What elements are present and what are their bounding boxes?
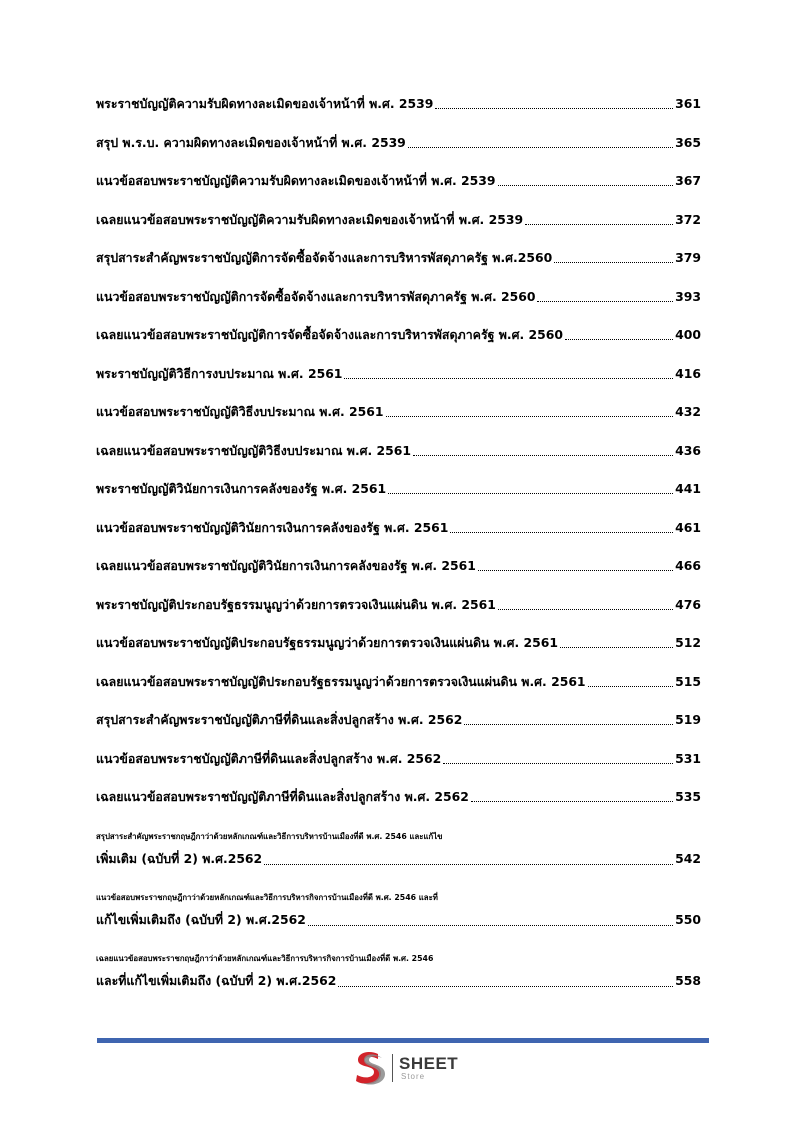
toc-entry-page: 512 bbox=[675, 635, 701, 650]
toc-entry bbox=[96, 210, 701, 230]
toc-entry-title: สรุปสาระสำคัญพระราชกฤษฎีกาว่าด้วยหลักเกณฑ์และวิธีการบริหารบ้านเมืองที่ดี พ.ศ. 2546 และแก้ไข bbox=[96, 831, 443, 841]
toc-entry-page: 365 bbox=[675, 134, 701, 150]
toc-entry bbox=[96, 325, 701, 345]
toc-entry bbox=[96, 787, 701, 807]
logo-text: SHEET bbox=[399, 1054, 459, 1073]
toc-entry-title-line2: เพิ่มเติม (ฉบับที่ 2) พ.ศ.2562 bbox=[96, 850, 263, 866]
toc-entry-title: เฉลยแนวข้อสอบพระราชบัญญัติภาษีที่ดินและสิ่งปลูกสร้าง พ.ศ. 2562 bbox=[96, 789, 469, 804]
toc-entry bbox=[96, 556, 701, 576]
toc-entry-title-line2: แก้ไขเพิ่มเติมถึง (ฉบับที่ 2) พ.ศ.2562 bbox=[96, 911, 306, 927]
logo-separator bbox=[392, 1054, 393, 1082]
toc-leader-dots bbox=[498, 185, 674, 186]
toc-entry-title: แนวข้อสอบพระราชบัญญัติความรับผิดทางละเมิดของเจ้าหน้าที่ พ.ศ. 2539 bbox=[96, 173, 496, 188]
toc-entry-page: 558 bbox=[675, 972, 701, 988]
toc-leader-dots bbox=[388, 493, 673, 494]
toc-entry-title-continued bbox=[96, 848, 701, 870]
toc-entry-title: แนวข้อสอบพระราชบัญญัติภาษีที่ดินและสิ่งปลูกสร้าง พ.ศ. 2562 bbox=[96, 750, 442, 766]
toc-leader-dots bbox=[408, 147, 673, 148]
toc-entry bbox=[96, 94, 701, 114]
toc-entry-title: สรุปสาระสำคัญพระราชบัญญัติภาษีที่ดินและสิ่งปลูกสร้าง พ.ศ. 2562 bbox=[96, 712, 463, 727]
toc-leader-dots bbox=[435, 108, 673, 109]
toc-leader-dots bbox=[525, 224, 673, 225]
toc-entry-page: 441 bbox=[675, 481, 701, 496]
toc-entry-page: 432 bbox=[675, 404, 701, 419]
toc-entry bbox=[96, 287, 701, 307]
toc-entry bbox=[96, 595, 701, 615]
toc-entry-title: เฉลยแนวข้อสอบพระราชบัญญัติวิธีงบประมาณ พ.ศ. 2561 bbox=[96, 442, 412, 458]
toc-entry-title: แนวข้อสอบพระราชกฤษฎีกาว่าด้วยหลักเกณฑ์และวิธีการบริหารกิจการบ้านเมืองที่ดี พ.ศ. 2546 และที่ bbox=[96, 892, 438, 902]
toc-entry-page: 535 bbox=[675, 789, 701, 804]
toc-entry-page: 531 bbox=[675, 750, 701, 766]
toc-entry bbox=[96, 826, 701, 870]
toc-entry-page: 361 bbox=[675, 96, 701, 111]
toc-leader-dots bbox=[344, 378, 673, 379]
toc-entry-page: 436 bbox=[675, 442, 701, 458]
toc-leader-dots bbox=[471, 801, 673, 802]
toc-entry-page: 476 bbox=[675, 596, 701, 612]
toc-leader-dots bbox=[537, 301, 673, 302]
toc-entry-title: แนวข้อสอบพระราชบัญญัติวิธีงบประมาณ พ.ศ. 2561 bbox=[96, 404, 384, 419]
toc-entry bbox=[96, 171, 701, 191]
toc-entry bbox=[96, 672, 701, 692]
toc-leader-dots bbox=[308, 925, 673, 926]
toc-entry-title: เฉลยแนวข้อสอบพระราชบัญญัติการจัดซื้อจัดจ้างและการบริหารพัสดุภาครัฐ พ.ศ. 2560 bbox=[96, 327, 563, 342]
toc-entry-title: สรุป พ.ร.บ. ความผิดทางละเมิดของเจ้าหน้าที่ พ.ศ. 2539 bbox=[96, 134, 406, 150]
toc-entry-page: 466 bbox=[675, 558, 701, 573]
toc-entry-title: แนวข้อสอบพระราชบัญญัติประกอบรัฐธรรมนูญว่าด้วยการตรวจเงินแผ่นดิน พ.ศ. 2561 bbox=[96, 635, 559, 650]
toc-entry-page: 393 bbox=[675, 288, 701, 304]
toc-entry bbox=[96, 633, 701, 653]
table-of-contents bbox=[96, 94, 701, 1009]
toc-leader-dots bbox=[478, 570, 673, 571]
toc-leader-dots bbox=[413, 455, 673, 456]
toc-entry-title: เฉลยแนวข้อสอบพระราชบัญญัติความรับผิดทางละเมิดของเจ้าหน้าที่ พ.ศ. 2539 bbox=[96, 211, 524, 227]
toc-entry-page: 550 bbox=[675, 911, 701, 927]
toc-entry-title: เฉลยแนวข้อสอบพระราชกฤษฎีกาว่าด้วยหลักเกณฑ์และวิธีการบริหารกิจการบ้านเมืองที่ดี พ.ศ. 2546 bbox=[96, 953, 434, 963]
toc-entry-title: พระราชบัญญัติประกอบรัฐธรรมนูญว่าด้วยการตรวจเงินแผ่นดิน พ.ศ. 2561 bbox=[96, 596, 496, 612]
toc-entry-page: 515 bbox=[675, 673, 701, 689]
logo-wordmark bbox=[399, 1055, 458, 1081]
toc-entry-title: พระราชบัญญัติความรับผิดทางละเมิดของเจ้าหน้าที่ พ.ศ. 2539 bbox=[96, 96, 434, 111]
toc-leader-dots bbox=[464, 724, 673, 725]
toc-leader-dots bbox=[498, 609, 673, 610]
toc-leader-dots bbox=[554, 262, 673, 263]
footer-divider bbox=[97, 1038, 709, 1043]
toc-entry-title-continued bbox=[96, 909, 701, 931]
toc-entry bbox=[96, 887, 701, 931]
toc-entry bbox=[96, 441, 701, 461]
toc-entry bbox=[96, 518, 701, 538]
toc-entry-title: แนวข้อสอบพระราชบัญญัติวินัยการเงินการคลังของรัฐ พ.ศ. 2561 bbox=[96, 519, 449, 535]
toc-entry bbox=[96, 402, 701, 422]
toc-leader-dots bbox=[264, 864, 673, 865]
toc-entry bbox=[96, 133, 701, 153]
toc-entry-title: แนวข้อสอบพระราชบัญญัติการจัดซื้อจัดจ้างและการบริหารพัสดุภาครัฐ พ.ศ. 2560 bbox=[96, 288, 536, 304]
toc-entry bbox=[96, 479, 701, 499]
toc-entry-page: 372 bbox=[675, 211, 701, 227]
toc-entry-title-line2: และที่แก้ไขเพิ่มเติมถึง (ฉบับที่ 2) พ.ศ.2562 bbox=[96, 972, 337, 988]
toc-entry-page: 542 bbox=[675, 850, 701, 866]
toc-entry bbox=[96, 948, 701, 992]
toc-entry-page: 379 bbox=[675, 250, 701, 265]
toc-entry bbox=[96, 749, 701, 769]
toc-entry-page: 519 bbox=[675, 712, 701, 727]
toc-entry-title: เฉลยแนวข้อสอบพระราชบัญญัติวินัยการเงินการคลังของรัฐ พ.ศ. 2561 bbox=[96, 558, 476, 573]
toc-leader-dots bbox=[588, 686, 674, 687]
toc-leader-dots bbox=[443, 763, 673, 764]
toc-entry bbox=[96, 248, 701, 268]
toc-leader-dots bbox=[565, 339, 673, 340]
toc-entry bbox=[96, 710, 701, 730]
toc-entry bbox=[96, 364, 701, 384]
sheet-store-logo bbox=[352, 1048, 458, 1088]
sheet-store-logo-icon bbox=[352, 1048, 388, 1088]
toc-leader-dots bbox=[560, 647, 673, 648]
toc-entry-title: สรุปสาระสำคัญพระราชบัญญัติการจัดซื้อจัดจ้างและการบริหารพัสดุภาครัฐ พ.ศ.2560 bbox=[96, 250, 553, 265]
toc-leader-dots bbox=[338, 986, 673, 987]
toc-entry-page: 367 bbox=[675, 173, 701, 188]
toc-leader-dots bbox=[450, 532, 673, 533]
toc-entry-page: 461 bbox=[675, 519, 701, 535]
toc-entry-page: 416 bbox=[675, 365, 701, 381]
logo-subtext: Store bbox=[401, 1072, 426, 1081]
toc-entry-page: 400 bbox=[675, 327, 701, 342]
toc-entry-title-continued bbox=[96, 970, 701, 992]
toc-leader-dots bbox=[386, 416, 674, 417]
toc-entry-title: พระราชบัญญัติวินัยการเงินการคลังของรัฐ พ.ศ. 2561 bbox=[96, 481, 387, 496]
toc-entry-title: พระราชบัญญัติวิธีการงบประมาณ พ.ศ. 2561 bbox=[96, 365, 343, 381]
toc-entry-title: เฉลยแนวข้อสอบพระราชบัญญัติประกอบรัฐธรรมนูญว่าด้วยการตรวจเงินแผ่นดิน พ.ศ. 2561 bbox=[96, 673, 586, 689]
